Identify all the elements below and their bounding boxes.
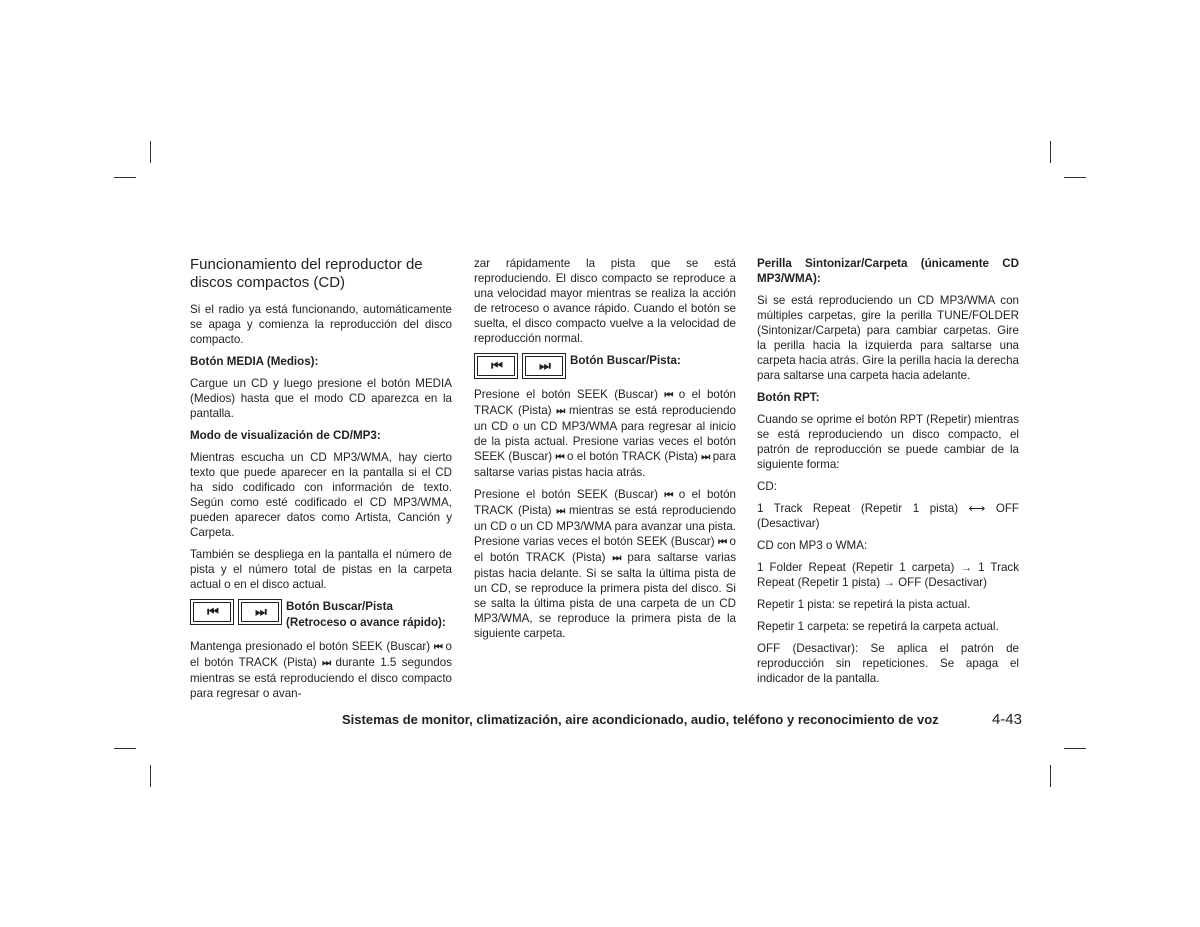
rewind-button-icon: ⏮ [190, 599, 234, 625]
crop-mark [1050, 141, 1051, 163]
display-paragraph: Mientras escucha un CD MP3/WMA, hay cierto texto que puede aparecer en la pantalla si el CD ha sido codificado con información de texto. Según como esté codificado el CD MP3/WMA, pueden aparecer datos como Artista, Canción y Carpeta. [190, 451, 452, 539]
display-paragraph-2: También se despliega en la pantalla el número de pista y el número total de pistas en la carpeta actual o en el disco actual. [190, 548, 452, 591]
repeat-folder-text: Repetir 1 carpeta: se repetirá la carpeta actual. [757, 620, 999, 633]
crop-mark [150, 765, 151, 787]
seek-button-row [474, 353, 736, 379]
tune-paragraph: Si se está reproduciendo un CD MP3/WMA con múltiples carpetas, gire la perilla TUNE/FOLDER (Sintonizar/Carpeta) para cambiar carpetas. Gire la perilla hacia la izquierda para saltarse una carpeta hacia atrás. Gire la perilla hacia la derecha para saltarse una carpeta hacia adelante. [757, 294, 1019, 382]
seek-back-paragraph: Presione el botón SEEK (Buscar) ⏮ o el botón TRACK (Pista) ⏭ mientras se está reproduciendo un CD o un CD MP3/WMA para regresar al inicio de la pista actual. Presione varias veces el botón SEEK (Buscar) ⏮ o el botón TRACK (Pista) ⏭ para saltarse varias pistas hacia atrás. [474, 388, 736, 479]
forward-icon: ⏭ [322, 658, 331, 669]
crop-mark [150, 141, 151, 163]
hold-paragraph: Mantenga presionado el botón SEEK (Buscar) ⏮ o el botón TRACK (Pista) ⏭ durante 1.5 segundos mientras se está reproduciendo el disco compacto para regresar o avan- [190, 640, 453, 700]
crop-mark [114, 177, 136, 178]
footer-section-title: Sistemas de monitor, climatización, aire acondicionado, audio, teléfono y reconocimiento de voz [342, 712, 939, 727]
forward-icon: ⏭ [556, 506, 565, 517]
rewind-icon: ⏮ [664, 490, 673, 501]
column-right [757, 256, 1019, 693]
continued-paragraph: zar rápidamente la pista que se está reproduciendo. El disco compacto se reproduce a una velocidad mayor mientras se realiza la acción de retroceso o avance rápido. Cuando el botón se suelta, el disco compacto vuelve a la velocidad de reproducción normal. [474, 257, 736, 345]
display-heading: Modo de visualización de CD/MP3: [190, 429, 381, 442]
forward-icon: ⏭ [701, 452, 710, 463]
rewind-icon: ⏮ [718, 537, 727, 548]
rewind-button-icon: ⏮ [474, 353, 518, 379]
rewind-icon: ⏮ [555, 452, 564, 463]
media-heading: Botón MEDIA (Medios): [190, 355, 319, 368]
seek-ff-button-row [190, 599, 452, 631]
forward-button-icon: ⏭ [522, 353, 566, 379]
column-left [190, 256, 452, 708]
rpt-paragraph: Cuando se oprime el botón RPT (Repetir) mientras se está reproduciendo un disco compacto, el patrón de reproducción se puede cambiar de la siguiente forma: [757, 413, 1019, 471]
rewind-icon: ⏮ [664, 390, 673, 401]
seek-label: Botón Buscar/Pista: [570, 354, 681, 367]
page-footer [342, 711, 1022, 728]
cd-label: CD: [757, 480, 777, 493]
intro-paragraph: Si el radio ya está funcionando, automáticamente se apaga y comienza la reproducción del disco compacto. [190, 303, 452, 346]
seek-forward-paragraph: Presione el botón SEEK (Buscar) ⏮ o el botón TRACK (Pista) ⏭ mientras se está reproduciendo un CD o un CD MP3/WMA para avanzar una pista. Presione varias veces el botón SEEK (Buscar) ⏮ o el botón TRACK (Pista) ⏭ para saltarse varias pistas hacia delante. Si se salta la última pista de un CD, se reproduce la primera pista del disco. Si se salta la última pista de una carpeta de un CD MP3/WMA, se reproduce la primera pista de la siguiente carpeta. [474, 488, 736, 640]
forward-icon: ⏭ [556, 406, 565, 417]
rewind-icon: ⏮ [433, 642, 442, 653]
rpt-heading: Botón RPT: [757, 391, 820, 404]
column-middle [474, 256, 736, 648]
forward-button-icon: ⏭ [238, 599, 282, 625]
crop-mark [114, 748, 136, 749]
section-title: Funcionamiento del reproductor de discos compactos (CD) [190, 256, 423, 291]
seek-ff-label: Botón Buscar/Pista (Retroceso o avance rápido): [286, 600, 446, 629]
mp3-label: CD con MP3 o WMA: [757, 539, 868, 552]
repeat-track-text: Repetir 1 pista: se repetirá la pista actual. [757, 598, 971, 611]
page-number: 4-43 [991, 711, 1022, 728]
media-paragraph: Cargue un CD y luego presione el botón MEDIA (Medios) hasta que el modo CD aparezca en la pantalla. [190, 377, 452, 420]
crop-mark [1050, 765, 1051, 787]
off-text: OFF (Desactivar): Se aplica el patrón de reproducción sin repeticiones. Se apaga el indicador de la pantalla. [757, 642, 1019, 685]
crop-mark [1064, 177, 1086, 178]
forward-icon: ⏭ [612, 553, 621, 564]
tune-heading: Perilla Sintonizar/Carpeta (únicamente CD MP3/WMA): [757, 257, 1019, 285]
crop-mark [1064, 748, 1086, 749]
mp3-pattern: 1 Folder Repeat (Repetir 1 carpeta) → 1 Track Repeat (Repetir 1 pista) → OFF (Desactivar) [757, 561, 1019, 589]
cd-pattern: 1 Track Repeat (Repetir 1 pista) ⟷ OFF (Desactivar) [757, 502, 1019, 530]
